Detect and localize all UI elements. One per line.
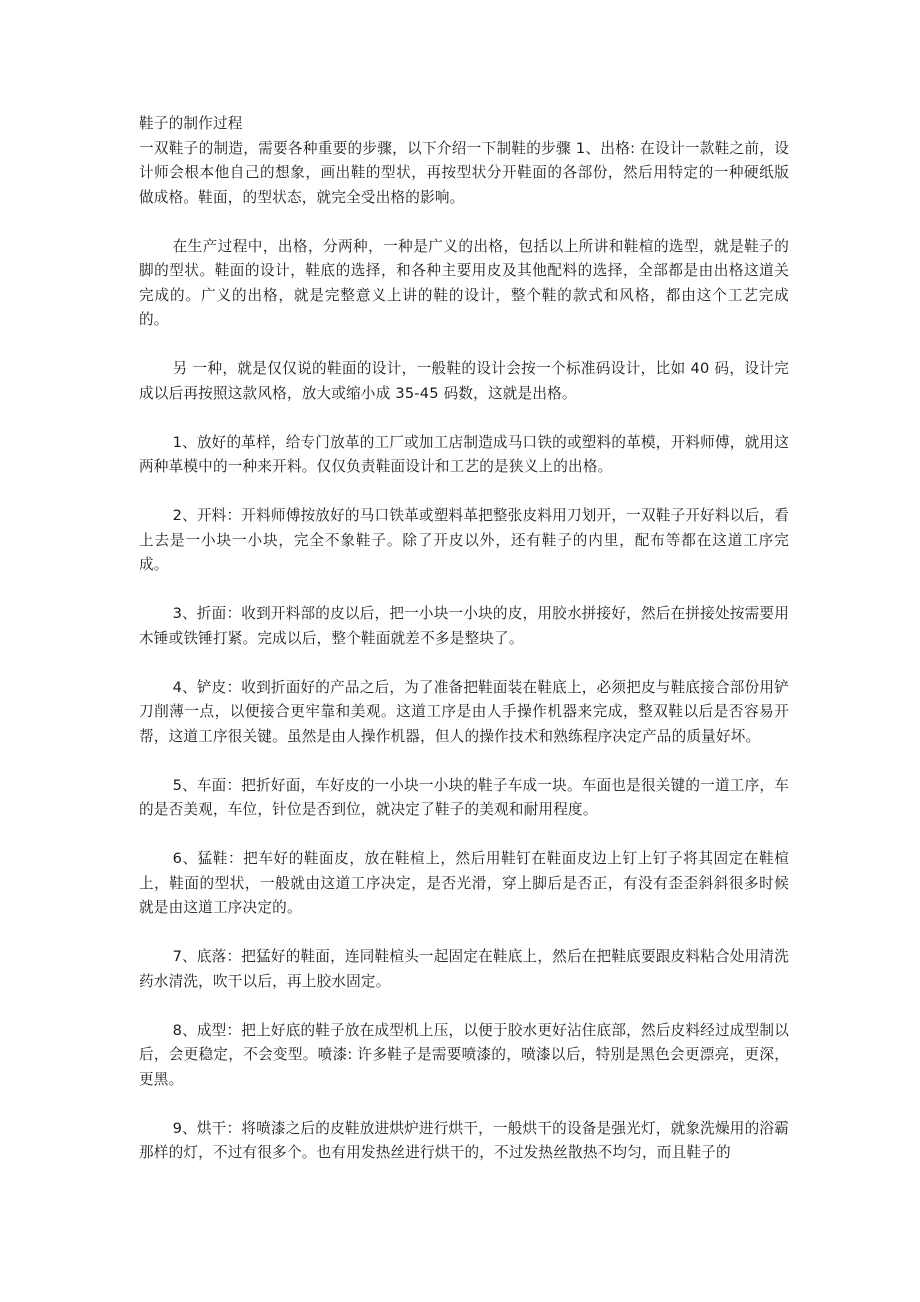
paragraph-step-7: 7、底落：把猛好的鞋面，连同鞋楦头一起固定在鞋底上，然后在把鞋底要跟皮料粘合处用清洗药水清洗，吹干以后，再上胶水固定。 bbox=[139, 948, 789, 990]
paragraph-step-1: 1、放好的革样，给专门放革的工厂或加工店制造成马口铁的或塑料的革模，开料师傅，就用这两种革模中的一种来开料。仅仅负责鞋面设计和工艺的是狭义上的出格。 bbox=[139, 433, 789, 475]
intro-paragraph: 一双鞋子的制造，需要各种重要的步骤，以下介绍一下制鞋的步骤 1、出格: 在设计一款鞋之前，设计师会根本他自己的想象，画出鞋的型状，再按型状分开鞋面的各部份，然后用特定的一种硬纸版做成格。鞋面，的型状态，就完全受出格的影响。 bbox=[139, 139, 789, 206]
paragraph-step-2: 2、开料：开料师傅按放好的马口铁革或塑料革把整张皮料用刀划开，一双鞋子开好料以后，看上去是一小块一小块，完全不象鞋子。除了开皮以外，还有鞋子的内里，配布等都在这道工序完成。 bbox=[139, 507, 789, 573]
document-title: 鞋子的制作过程 bbox=[139, 115, 243, 132]
document-body bbox=[139, 112, 789, 1166]
paragraph-step-4: 4、铲皮：收到折面好的产品之后，为了准备把鞋面装在鞋底上，必须把皮与鞋底接合部份用铲刀削薄一点，以便接合更牢靠和美观。这道工序是由人手操作机器来完成，整双鞋以后是否容易开帮，这道工序很关键。虽然是由人操作机器，但人的操作技术和熟练程序决定产品的质量好坏。 bbox=[139, 678, 789, 745]
paragraph-narrow-pattern: 另 一种，就是仅仅说的鞋面的设计，一般鞋的设计会按一个标准码设计，比如 40 码，设计完成以后再按照这款风格，放大或缩小成 35-45 码数，这就是出格。 bbox=[139, 360, 789, 402]
paragraph-step-3: 3、折面：收到开料部的皮以后，把一小块一小块的皮，用胶水拼接好，然后在拼接处按需要用木锤或铁锤打紧。完成以后，整个鞋面就差不多是整块了。 bbox=[139, 605, 789, 647]
paragraph-step-9: 9、烘干：将喷漆之后的皮鞋放进烘炉进行烘干，一般烘干的设备是强光灯，就象洗燥用的浴霸那样的灯，不过有很多个。也有用发热丝进行烘干的，不过发热丝散热不均匀，而且鞋子的 bbox=[139, 1119, 789, 1161]
paragraph-step-8: 8、成型：把上好底的鞋子放在成型机上压，以便于胶水更好沾住底部，然后皮料经过成型制以后，会更稳定，不会变型。喷漆: 许多鞋子是需要喷漆的，喷漆以后，特别是黑色会更漂亮，更深，更黑。 bbox=[139, 1021, 789, 1088]
paragraph-step-5: 5、车面：把折好面，车好皮的一小块一小块的鞋子车成一块。车面也是很关键的一道工序，车的是否美观，车位，针位是否到位，就决定了鞋子的美观和耐用程度。 bbox=[139, 776, 789, 818]
paragraph-broad-pattern: 在生产过程中，出格，分两种，一种是广义的出格，包括以上所讲和鞋楦的选型，就是鞋子的脚的型状。鞋面的设计，鞋底的选择，和各种主要用皮及其他配料的选择，全部都是由出格这道关完成的。广义的出格，就是完整意义上讲的鞋的设计，整个鞋的款式和风格，都由这个工艺完成的。 bbox=[139, 237, 789, 328]
paragraph-step-6: 6、猛鞋：把车好的鞋面皮，放在鞋楦上，然后用鞋钉在鞋面皮边上钉上钉子将其固定在鞋楦上，鞋面的型状，一般就由这道工序决定，是否光滑，穿上脚后是否正，有没有歪歪斜斜很多时候就是由这道工序决定的。 bbox=[139, 850, 789, 916]
